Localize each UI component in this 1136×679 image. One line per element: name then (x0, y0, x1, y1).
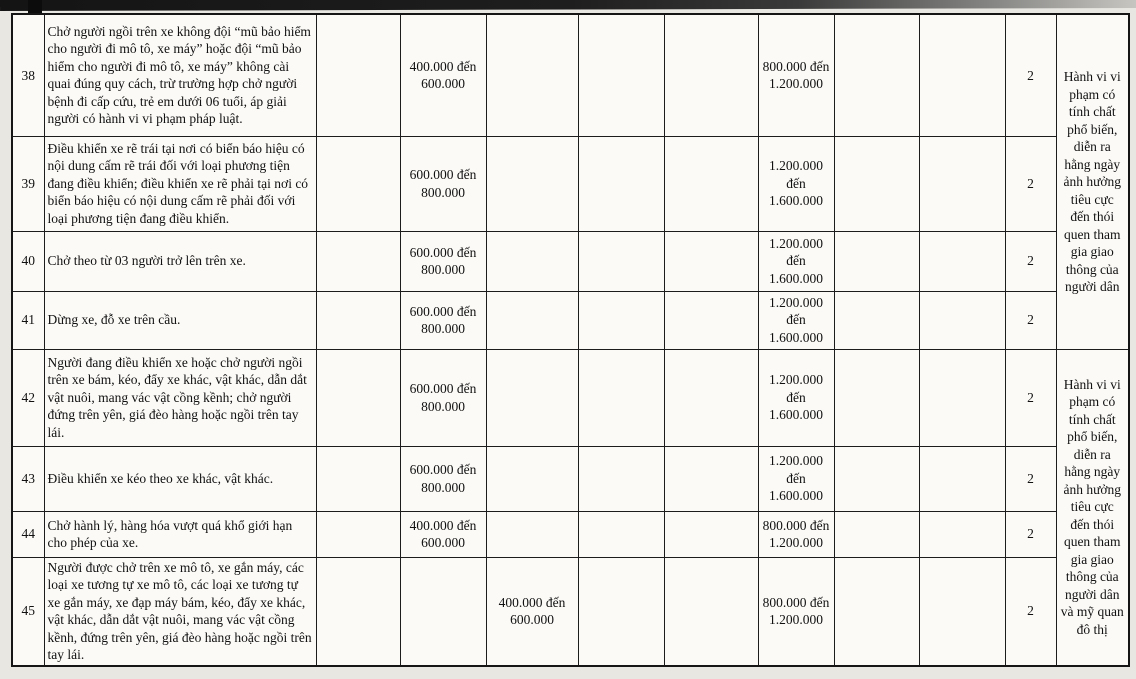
fine-range-c: 800.000 đến 1.200.000 (758, 557, 834, 666)
empty-cell (834, 291, 919, 349)
fine-range-c: 1.200.000 đến 1.600.000 (758, 446, 834, 511)
empty-cell (664, 557, 758, 666)
empty-cell (486, 511, 578, 557)
empty-cell (834, 231, 919, 291)
scan-edge-artifact (0, 0, 1136, 11)
remark-cell: Hành vi vi phạm có tính chất phổ biến, diễn ra hằng ngày ảnh hưởng tiêu cực đến thói quen tham gia giao thông của người dân (1056, 14, 1129, 349)
remark-cell: Hành vi vi phạm có tính chất phổ biến, diễn ra hằng ngày ảnh hưởng tiêu cực đến thói quen tham gia giao thông của người dân và mỹ quan đô thị (1056, 349, 1129, 666)
empty-cell (664, 511, 758, 557)
empty-cell (919, 291, 1005, 349)
empty-cell (664, 446, 758, 511)
fine-range-a: 600.000 đến 800.000 (400, 349, 486, 446)
table-row (12, 136, 1129, 231)
table-row (12, 557, 1129, 666)
empty-cell (834, 136, 919, 231)
points-cell: 2 (1005, 291, 1056, 349)
empty-cell (578, 14, 664, 136)
empty-cell (486, 14, 578, 136)
empty-cell (834, 349, 919, 446)
violation-description: Người được chở trên xe mô tô, xe gắn máy, các loại xe tương tự xe mô tô, các loại xe tương tự xe gắn máy, xe đạp máy bám, kéo, đẩy xe khác, vật khác, dẫn dắt vật nuôi, mang vác vật cồng kềnh, đứng trên yên, giá đèo hàng hoặc ngồi trên tay lái. (44, 557, 316, 666)
violation-description: Chở theo từ 03 người trở lên trên xe. (44, 231, 316, 291)
empty-cell (316, 14, 400, 136)
fine-range-c: 1.200.000 đến 1.600.000 (758, 231, 834, 291)
empty-cell (664, 136, 758, 231)
fine-range-a: 600.000 đến 800.000 (400, 231, 486, 291)
empty-cell (400, 557, 486, 666)
empty-cell (664, 349, 758, 446)
points-cell: 2 (1005, 349, 1056, 446)
table-row (12, 511, 1129, 557)
empty-cell (486, 136, 578, 231)
violation-description: Chở hành lý, hàng hóa vượt quá khổ giới hạn cho phép của xe. (44, 511, 316, 557)
empty-cell (316, 511, 400, 557)
empty-cell (578, 511, 664, 557)
table-row (12, 349, 1129, 446)
empty-cell (919, 511, 1005, 557)
empty-cell (919, 557, 1005, 666)
empty-cell (316, 136, 400, 231)
fine-range-a: 400.000 đến 600.000 (400, 14, 486, 136)
fine-range-a: 400.000 đến 600.000 (400, 511, 486, 557)
table-row (12, 291, 1129, 349)
empty-cell (919, 349, 1005, 446)
violation-description: Người đang điều khiển xe hoặc chở người ngồi trên xe bám, kéo, đẩy xe khác, vật khác, dẫn dắt vật nuôi, mang vác vật cồng kềnh; chở người đứng trên yên, giá đèo hàng hoặc ngồi trên tay lái. (44, 349, 316, 446)
empty-cell (919, 231, 1005, 291)
empty-cell (919, 14, 1005, 136)
fine-range-c: 1.200.000 đến 1.600.000 (758, 136, 834, 231)
table-row (12, 231, 1129, 291)
fine-range-a: 600.000 đến 800.000 (400, 136, 486, 231)
fine-range-a: 600.000 đến 800.000 (400, 446, 486, 511)
empty-cell (919, 446, 1005, 511)
fine-range-a: 600.000 đến 800.000 (400, 291, 486, 349)
row-number: 45 (12, 557, 44, 666)
violation-description: Dừng xe, đỗ xe trên cầu. (44, 291, 316, 349)
empty-cell (578, 231, 664, 291)
row-number: 43 (12, 446, 44, 511)
row-number: 38 (12, 14, 44, 136)
empty-cell (486, 231, 578, 291)
points-cell: 2 (1005, 136, 1056, 231)
points-cell: 2 (1005, 14, 1056, 136)
points-cell: 2 (1005, 557, 1056, 666)
empty-cell (578, 291, 664, 349)
points-cell: 2 (1005, 231, 1056, 291)
scan-corner-mark (28, 0, 42, 13)
table-row (12, 14, 1129, 136)
violation-description: Điều khiển xe kéo theo xe khác, vật khác. (44, 446, 316, 511)
empty-cell (834, 511, 919, 557)
fine-range-c: 800.000 đến 1.200.000 (758, 14, 834, 136)
row-number: 44 (12, 511, 44, 557)
points-cell: 2 (1005, 446, 1056, 511)
empty-cell (578, 446, 664, 511)
empty-cell (834, 446, 919, 511)
empty-cell (486, 291, 578, 349)
empty-cell (316, 291, 400, 349)
empty-cell (834, 14, 919, 136)
empty-cell (664, 291, 758, 349)
fine-range-c: 1.200.000 đến 1.600.000 (758, 291, 834, 349)
table-row (12, 446, 1129, 511)
violations-table (11, 13, 1130, 667)
row-number: 41 (12, 291, 44, 349)
violation-description: Chở người ngồi trên xe không đội “mũ bảo hiểm cho người đi mô tô, xe máy” hoặc đội “mũ bảo hiểm cho người đi mô tô, xe máy” không cài quai đúng quy cách, trừ trường hợp chở người bệnh đi cấp cứu, trẻ em dưới 06 tuổi, áp giải người có hành vi vi phạm pháp luật. (44, 14, 316, 136)
empty-cell (578, 557, 664, 666)
row-number: 40 (12, 231, 44, 291)
empty-cell (834, 557, 919, 666)
empty-cell (316, 557, 400, 666)
fine-range-c: 800.000 đến 1.200.000 (758, 511, 834, 557)
violation-description: Điều khiển xe rẽ trái tại nơi có biển báo hiệu có nội dung cấm rẽ trái đối với loại phương tiện đang điều khiển; điều khiển xe rẽ phải tại nơi có biển báo hiệu có nội dung cấm rẽ phải đối với loại phương tiện đang điều khiển. (44, 136, 316, 231)
empty-cell (316, 231, 400, 291)
empty-cell (664, 231, 758, 291)
fine-range-b: 400.000 đến 600.000 (486, 557, 578, 666)
empty-cell (578, 136, 664, 231)
empty-cell (919, 136, 1005, 231)
fine-range-c: 1.200.000 đến 1.600.000 (758, 349, 834, 446)
empty-cell (664, 14, 758, 136)
empty-cell (486, 349, 578, 446)
empty-cell (486, 446, 578, 511)
row-number: 42 (12, 349, 44, 446)
empty-cell (316, 349, 400, 446)
points-cell: 2 (1005, 511, 1056, 557)
empty-cell (578, 349, 664, 446)
row-number: 39 (12, 136, 44, 231)
empty-cell (316, 446, 400, 511)
